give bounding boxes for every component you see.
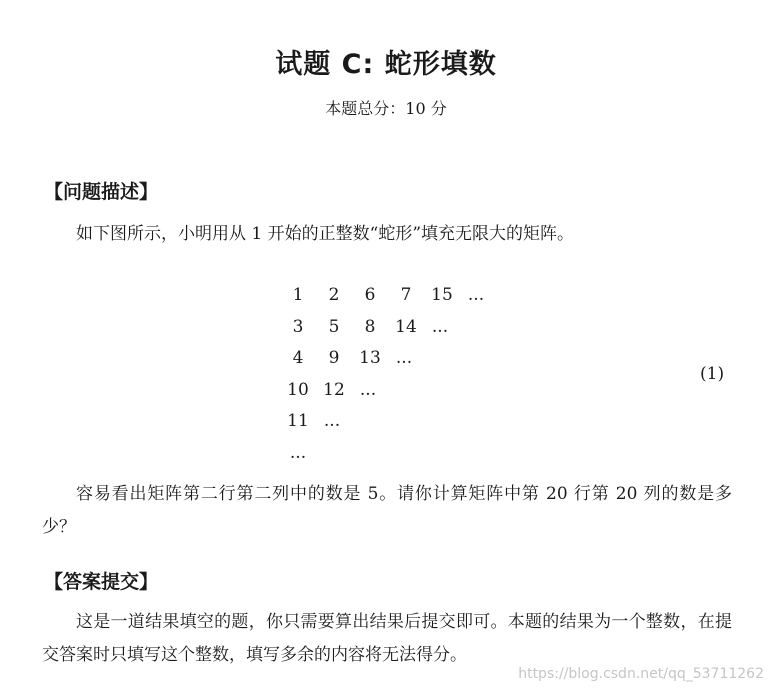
matrix-cell: 9 bbox=[328, 348, 340, 368]
answer-instructions: 这是一道结果填空的题，你只需要算出结果后提交即可。本题的结果为一个整数，在提交答案时只填写这个整数，填写多余的内容将无法得分。 bbox=[42, 612, 732, 665]
matrix-cell: ... bbox=[431, 316, 449, 337]
matrix-cell: 11 bbox=[287, 411, 309, 431]
problem-intro: 如下图所示，小明用从 1 开始的正整数“蛇形”填充无限大的矩阵。 bbox=[76, 224, 575, 244]
total-score: 本题总分：10 分 bbox=[325, 99, 447, 118]
problem-question: 容易看出矩阵第二行第二列中的数是 5。请你计算矩阵中第 20 行第 20 列的数是多少？ bbox=[42, 484, 732, 537]
matrix-row bbox=[282, 375, 502, 407]
watermark-text: https://blog.csdn.net/qq_53711262 bbox=[518, 666, 764, 682]
matrix-cell: 3 bbox=[292, 316, 304, 337]
matrix-cell: 6 bbox=[364, 285, 376, 305]
matrix-cell: ... bbox=[467, 285, 485, 305]
matrix-cell: 5 bbox=[328, 316, 340, 337]
snake-matrix bbox=[282, 280, 502, 469]
matrix-cell: 13 bbox=[359, 348, 381, 368]
matrix-cell: ... bbox=[323, 411, 341, 431]
matrix-row bbox=[282, 312, 502, 344]
matrix-row bbox=[282, 343, 502, 375]
matrix-cell: 2 bbox=[328, 285, 340, 305]
matrix-cell: 15 bbox=[431, 285, 453, 305]
matrix-cell: 14 bbox=[395, 316, 417, 337]
problem-description-heading: 【问题描述】 bbox=[44, 181, 159, 203]
matrix-cell: ... bbox=[289, 442, 307, 463]
matrix-cell: 7 bbox=[400, 285, 412, 305]
matrix-cell: 4 bbox=[292, 348, 304, 368]
problem-title: 试题 C: 蛇形填数 bbox=[275, 49, 497, 80]
matrix-cell: 1 bbox=[292, 285, 304, 305]
matrix-cell: 10 bbox=[287, 379, 309, 400]
matrix-cell: ... bbox=[395, 348, 413, 368]
equation-number: (1) bbox=[700, 364, 725, 384]
matrix-row bbox=[282, 406, 502, 438]
answer-submission-heading: 【答案提交】 bbox=[44, 571, 159, 593]
matrix-row bbox=[282, 438, 502, 470]
matrix-cell: 12 bbox=[323, 379, 345, 400]
matrix-cell: ... bbox=[359, 379, 377, 400]
matrix-row bbox=[282, 280, 502, 312]
matrix-cell: 8 bbox=[364, 316, 376, 337]
